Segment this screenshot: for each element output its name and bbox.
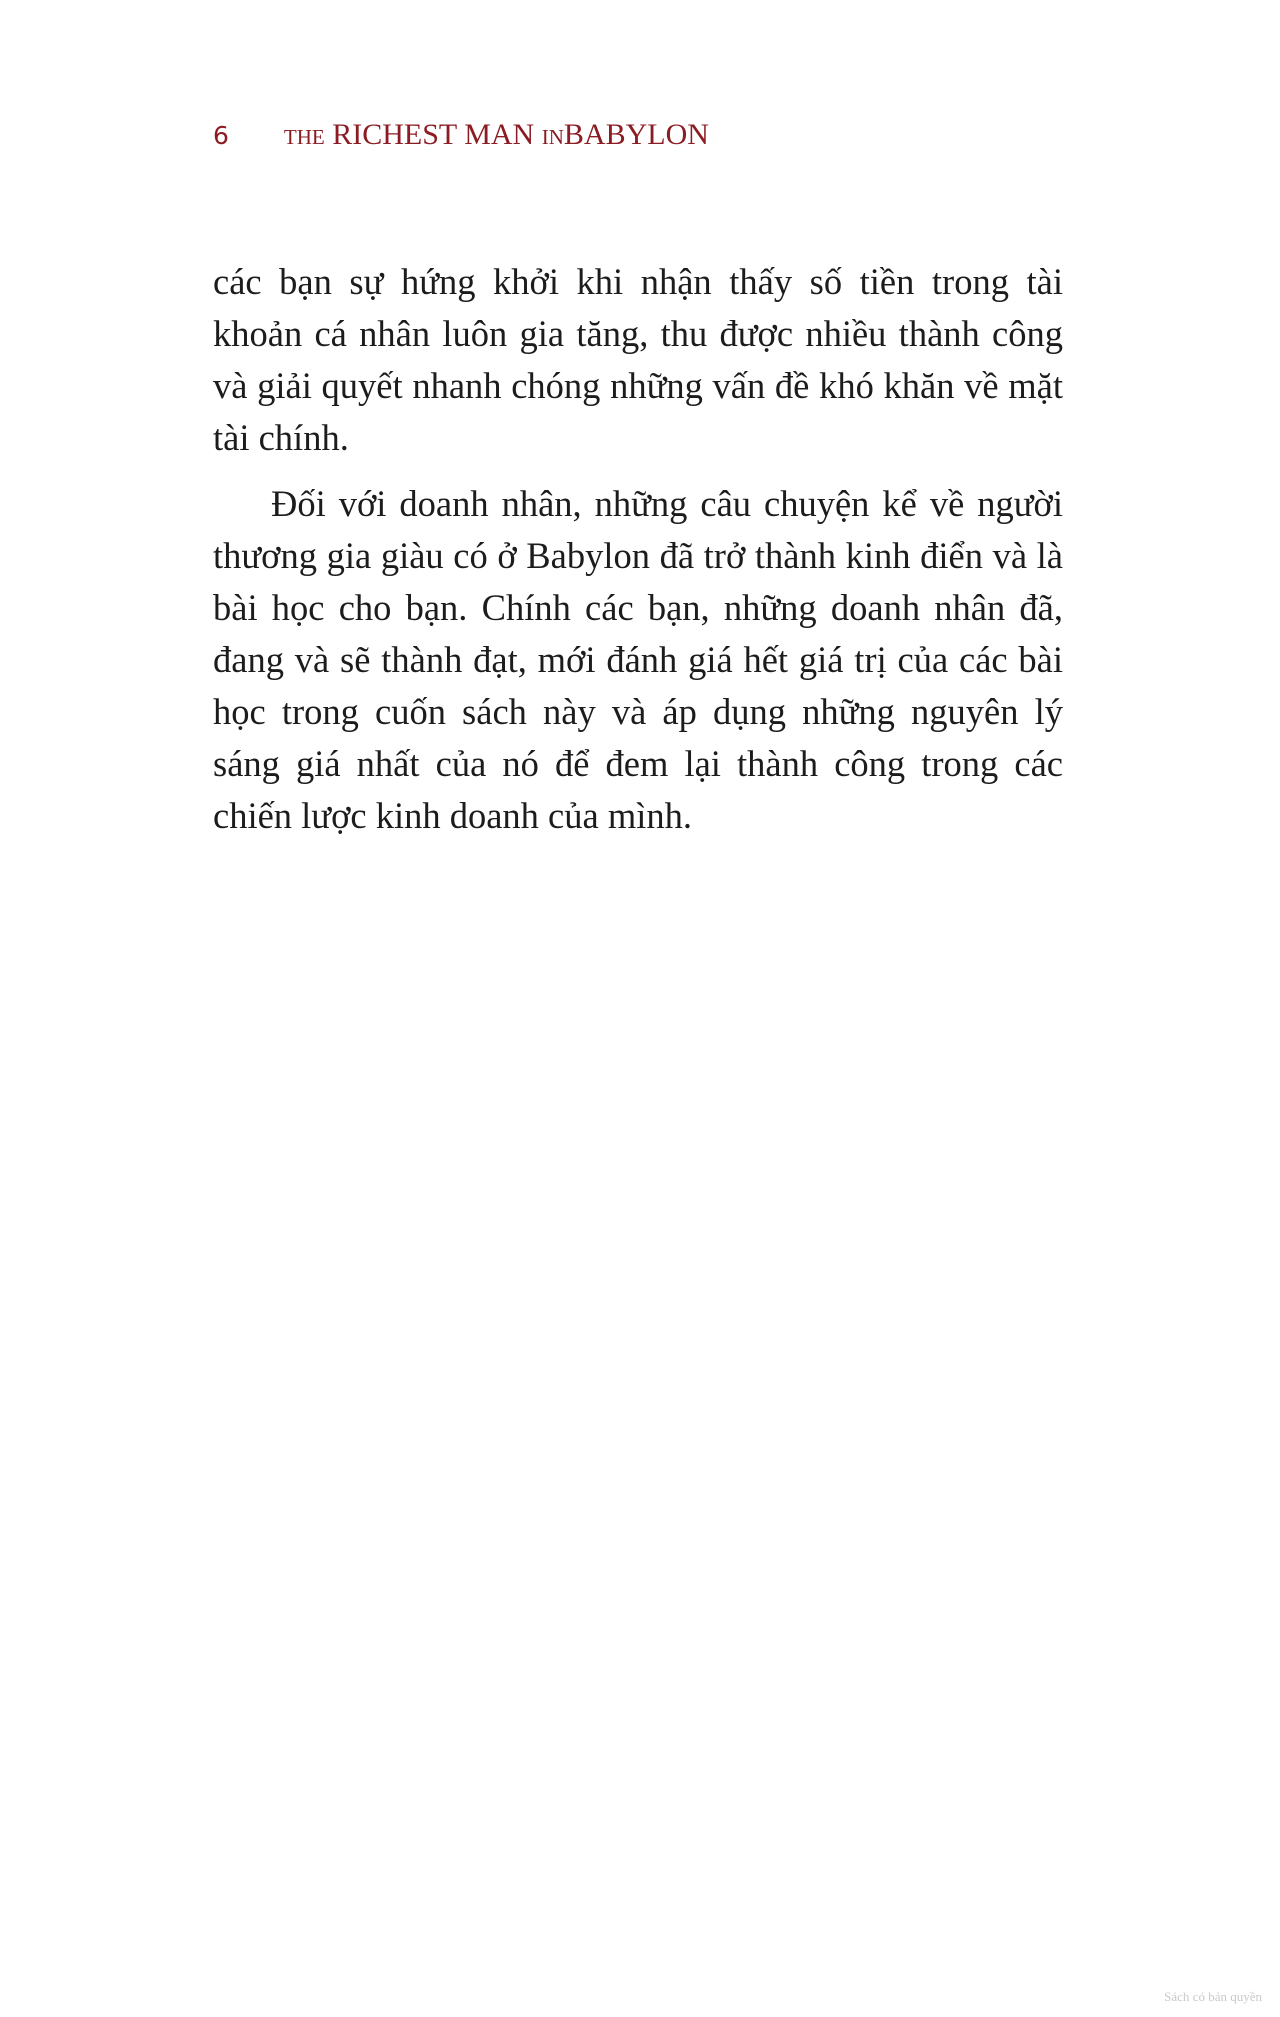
copyright-note: Sách có bản quyền	[1164, 1989, 1262, 2004]
running-head	[213, 118, 709, 152]
book-title-end: BABYLON	[563, 118, 709, 151]
book-title-in: IN	[541, 125, 564, 149]
book-title-the: THE	[283, 125, 325, 149]
paragraph-entrepreneurs: Đối với doanh nhân, những câu chuyện kể về người thương gia giàu có ở Babylon đã trở thành kinh điển và là bài học cho bạn. Chính các bạn, những doanh nhân đã, đang và sẽ thành đạt, mới đánh giá hết giá trị của các bài học trong cuốn sách này và áp dụng những nguyên lý sáng giá nhất của nó để đem lại thành công trong các chiến lược kinh doanh của mình.	[213, 483, 1063, 836]
book-title-main: RICHEST MAN	[332, 118, 535, 151]
book-title	[284, 118, 709, 152]
body-text	[213, 256, 1063, 842]
paragraph-continuation: các bạn sự hứng khởi khi nhận thấy số tiền trong tài khoản cá nhân luôn gia tăng, thu được nhiều thành công và giải quyết nhanh chóng những vấn đề khó khăn về mặt tài chính.	[213, 261, 1063, 458]
page-number: 6	[213, 121, 229, 150]
